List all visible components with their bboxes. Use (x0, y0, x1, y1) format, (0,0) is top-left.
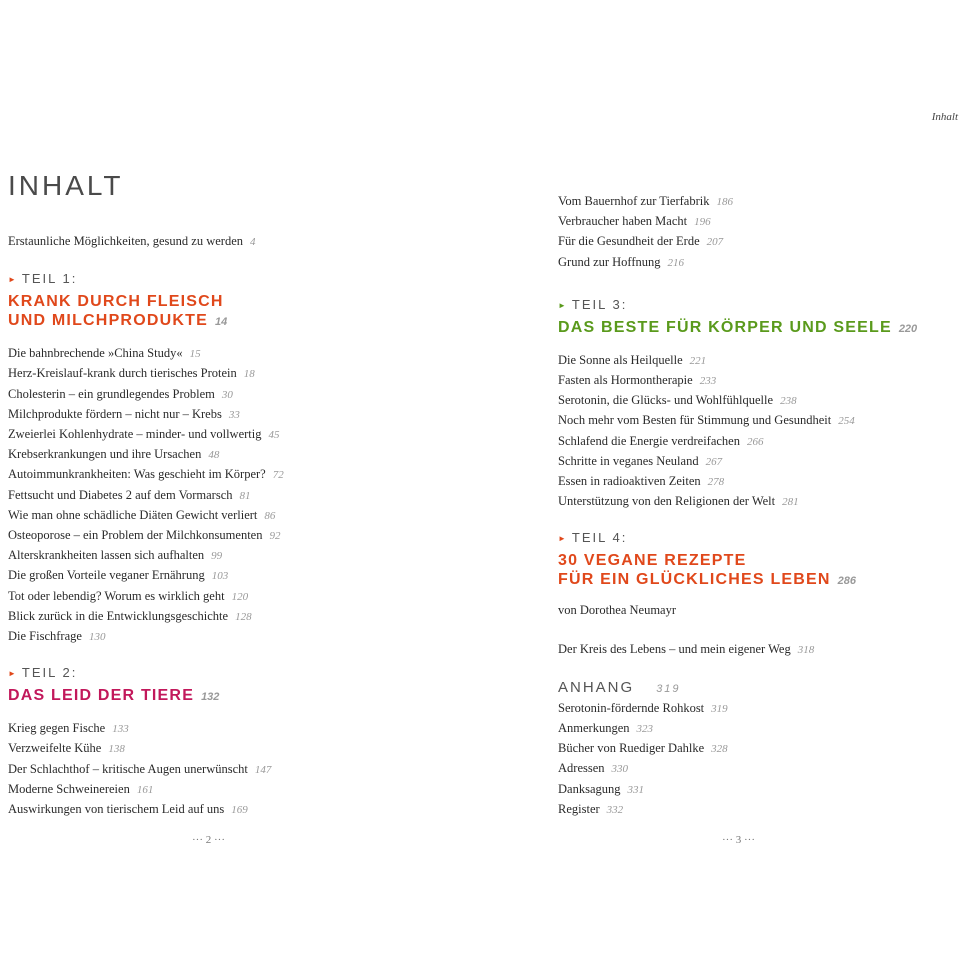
entry-page: 254 (838, 415, 855, 428)
toc-entry-intro[interactable] (8, 232, 398, 252)
entry-label: Milchprodukte fördern – nicht nur – Krebs (8, 406, 222, 421)
entry-label: Register (558, 801, 600, 816)
toc-entry[interactable] (8, 344, 398, 364)
running-head: Inhalt (931, 111, 958, 123)
triangle-icon: ► (8, 669, 18, 679)
part-1 (8, 271, 398, 647)
entry-label: Der Kreis des Lebens – und mein eigener Weg (558, 641, 791, 656)
triangle-icon: ► (558, 300, 568, 310)
toc-entry[interactable] (8, 719, 398, 739)
toc-entry[interactable] (8, 780, 398, 800)
entry-page: 332 (606, 803, 624, 816)
toc-entry-kreis[interactable] (558, 640, 948, 660)
entry-page: 216 (667, 256, 685, 269)
entry-page: 92 (269, 530, 281, 543)
toc-entry[interactable] (8, 800, 398, 820)
part-3-label: ► TEIL 3: (558, 296, 628, 312)
toc-entry[interactable] (8, 425, 398, 445)
toc-entry[interactable] (558, 759, 948, 779)
page-number-left: ··· 2 ··· (192, 834, 225, 846)
entry-label: Anmerkungen (558, 721, 630, 736)
toc-entry[interactable] (558, 492, 948, 512)
entry-page: 196 (694, 216, 711, 229)
entry-page: 169 (231, 804, 248, 817)
entry-page: 103 (211, 570, 229, 583)
toc-entry[interactable] (558, 739, 948, 759)
entry-label: Die Sonne als Heilquelle (558, 352, 683, 367)
toc-entry[interactable] (558, 351, 948, 371)
left-column (8, 232, 398, 820)
entry-page: 233 (699, 375, 717, 388)
toc-entry[interactable] (8, 385, 398, 405)
entry-page: 86 (264, 509, 276, 522)
entry-label: Cholesterin – ein grundlegendes Problem (8, 386, 215, 401)
entry-label: Verbraucher haben Macht (558, 214, 688, 229)
part-4-author: von Dorothea Neumayr (558, 603, 677, 618)
entry-label: Fasten als Hormontherapie (558, 373, 693, 388)
entry-label: Krebserkrankungen und ihre Ursachen (8, 447, 202, 462)
entry-label: Serotonin, die Glücks- und Wohlfühlquelle (558, 393, 774, 408)
entry-label: Erstaunliche Möglichkeiten, gesund zu werden (8, 234, 243, 248)
toc-entry[interactable] (8, 486, 398, 506)
entry-label: Serotonin-fördernde Rohkost (558, 700, 705, 715)
part-1-page: 14 (214, 316, 228, 329)
toc-entry[interactable] (558, 232, 948, 252)
entry-page: 138 (108, 743, 125, 756)
toc-entry[interactable] (8, 760, 398, 780)
toc-entry[interactable] (558, 391, 948, 411)
part-3-title[interactable]: DAS BESTE FÜR KÖRPER UND SEELE 220 (558, 318, 918, 336)
entry-label: Für die Gesundheit der Erde (558, 234, 700, 249)
entry-label: Wie man ohne schädliche Diäten Gewicht verliert (8, 507, 258, 522)
page-title: INHALT (8, 170, 124, 201)
annex (558, 678, 948, 820)
entry-label: Danksagung (558, 781, 621, 796)
toc-entry[interactable] (558, 452, 948, 472)
entry-label: Noch mehr vom Besten für Stimmung und Gesundheit (558, 413, 832, 428)
entry-label: Verzweifelte Kühe (8, 741, 102, 756)
entry-page: 318 (797, 643, 815, 656)
entry-page: 133 (112, 723, 129, 736)
annex-list (558, 699, 948, 820)
toc-entry[interactable] (8, 526, 398, 546)
annex-label[interactable]: ANHANG 319 (558, 678, 681, 696)
entry-page: 186 (716, 196, 733, 208)
toc-entry[interactable] (8, 607, 398, 627)
entry-label: Moderne Schweinereien (8, 781, 130, 796)
entry-label: Grund zur Hoffnung (558, 254, 661, 269)
toc-entry[interactable] (558, 780, 948, 800)
right-column (558, 192, 948, 820)
toc-entry[interactable] (558, 800, 948, 820)
entry-page: 238 (780, 395, 797, 408)
entry-label: Autoimmunkrankheiten: Was geschieht im Körper? (8, 467, 266, 482)
triangle-icon: ► (558, 534, 568, 544)
entry-page: 207 (706, 236, 724, 249)
triangle-icon: ► (8, 275, 18, 285)
entry-label: Schlafend die Energie verdreifachen (558, 433, 740, 448)
entry-label: Fettsucht und Diabetes 2 auf dem Vormarsch (8, 487, 233, 502)
part-4-title[interactable]: 30 VEGANE REZEPTE FÜR EIN GLÜCKLICHES LEBEN 286 (558, 552, 857, 589)
part-3 (558, 297, 948, 513)
entry-label: Die bahnbrechende »China Study« (8, 346, 183, 361)
entry-page: 33 (228, 408, 240, 421)
entry-label: Zweierlei Kohlenhydrate – minder- und vollwertig (8, 427, 262, 442)
entry-page: 328 (711, 743, 728, 756)
entry-page: 128 (235, 610, 252, 623)
part-3-list (558, 351, 948, 513)
part-2 (8, 665, 398, 820)
entry-label: Alterskrankheiten lassen sich aufhalten (8, 548, 205, 563)
toc-entry[interactable] (8, 587, 398, 607)
toc-entry[interactable] (558, 192, 948, 212)
toc-entry[interactable] (8, 627, 398, 647)
entry-page: 81 (239, 489, 251, 502)
entry-page: 120 (231, 590, 249, 603)
entry-page: 323 (636, 723, 654, 736)
toc-entry[interactable] (8, 506, 398, 526)
entry-label: Schritte in veganes Neuland (558, 453, 699, 468)
toc-entry[interactable] (558, 212, 948, 232)
toc-entry[interactable] (558, 253, 948, 273)
toc-entry[interactable] (558, 719, 948, 739)
entry-label: Tot oder lebendig? Worum es wirklich geht (8, 588, 225, 603)
part-4-page: 286 (837, 575, 857, 588)
entry-page: 221 (689, 354, 707, 367)
entry-label: Blick zurück in die Entwicklungsgeschichte (8, 608, 229, 623)
entry-page: 4 (250, 236, 256, 248)
toc-entry[interactable] (558, 432, 948, 452)
part-2-continued-list (558, 192, 948, 273)
part-2-title[interactable]: DAS LEID DER TIERE 132 (8, 687, 220, 705)
entry-page: 278 (707, 476, 725, 489)
entry-page: 18 (243, 368, 255, 381)
entry-label: Essen in radioaktiven Zeiten (558, 474, 701, 489)
toc-entry[interactable] (8, 465, 398, 485)
entry-label: Die Fischfrage (8, 629, 82, 644)
toc-entry[interactable] (8, 364, 398, 384)
entry-page: 130 (88, 631, 106, 644)
toc-entry[interactable] (558, 371, 948, 391)
part-1-title[interactable]: KRANK DURCH FLEISCH UND MILCHPRODUKTE 14 (8, 293, 228, 330)
entry-page: 319 (711, 702, 728, 715)
entry-page: 48 (208, 449, 220, 462)
part-3-page: 220 (898, 322, 918, 335)
part-1-label: ► TEIL 1: (8, 271, 78, 287)
entry-page: 266 (746, 435, 764, 448)
entry-page: 45 (268, 429, 280, 442)
entry-page: 15 (189, 348, 201, 361)
page-number-right: ··· 3 ··· (722, 834, 755, 846)
entry-label: Der Schlachthof – kritische Augen unerwünscht (8, 761, 248, 776)
toc-entry[interactable] (558, 411, 948, 431)
toc-entry[interactable] (8, 566, 398, 586)
entry-page: 281 (782, 496, 799, 509)
toc-entry[interactable] (8, 546, 398, 566)
entry-page: 161 (136, 783, 154, 796)
toc-entry[interactable] (8, 445, 398, 465)
entry-page: 147 (254, 763, 272, 776)
part-1-list (8, 344, 398, 647)
part-2-list (8, 719, 398, 820)
part-2-label: ► TEIL 2: (8, 665, 78, 681)
toc-entry[interactable] (8, 405, 398, 425)
entry-page: 99 (211, 550, 223, 563)
entry-page: 267 (705, 455, 723, 468)
entry-label: Vom Bauernhof zur Tierfabrik (558, 194, 710, 208)
entry-label: Herz-Kreislauf-krank durch tierisches Protein (8, 366, 237, 381)
entry-page: 331 (627, 783, 644, 796)
entry-label: Unterstützung von den Religionen der Welt (558, 494, 776, 509)
entry-label: Krieg gegen Fische (8, 721, 106, 736)
part-4-label: ► TEIL 4: (558, 530, 628, 546)
part-4 (558, 530, 948, 659)
toc-entry[interactable] (558, 472, 948, 492)
entry-label: Die großen Vorteile veganer Ernährung (8, 568, 205, 583)
entry-page: 330 (611, 763, 629, 776)
annex-page: 319 (656, 682, 681, 695)
part-2-page: 132 (201, 691, 220, 704)
entry-page: 72 (272, 469, 284, 482)
entry-label: Auswirkungen von tierischem Leid auf uns (8, 802, 225, 817)
toc-entry[interactable] (558, 699, 948, 719)
entry-label: Bücher von Ruediger Dahlke (558, 741, 705, 756)
entry-label: Adressen (558, 761, 605, 776)
toc-entry[interactable] (8, 739, 398, 759)
entry-label: Osteoporose – ein Problem der Milchkonsumenten (8, 528, 263, 543)
entry-page: 30 (221, 388, 233, 401)
